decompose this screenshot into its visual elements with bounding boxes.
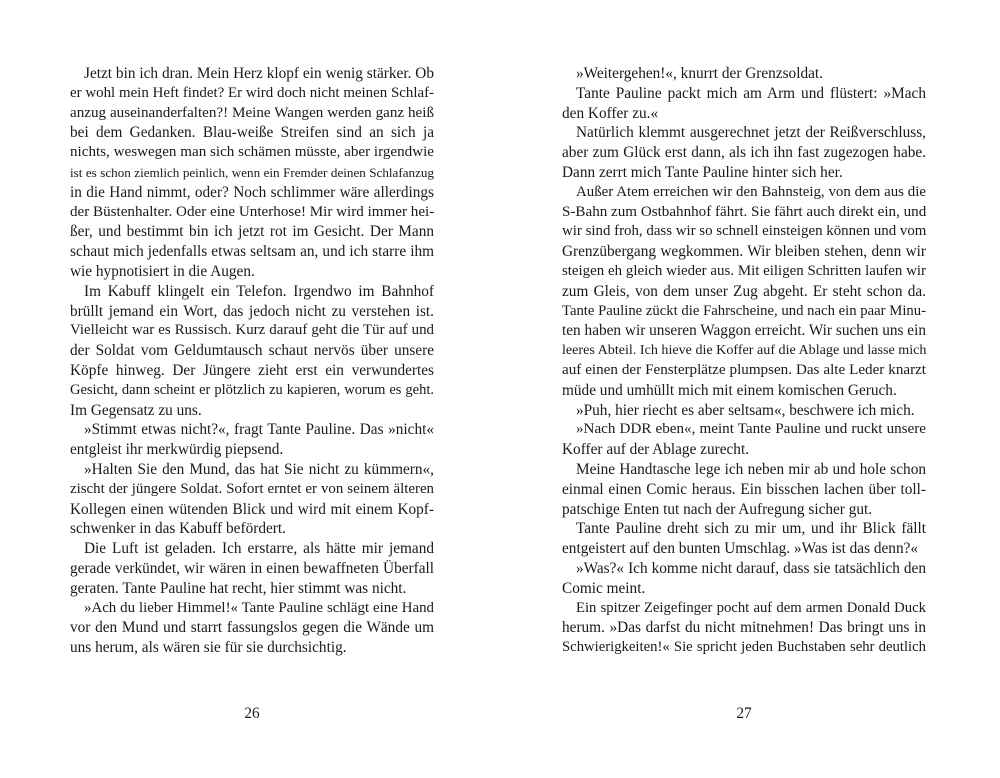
text-line: geraten. Tante Pauline hat recht, hier stimmt was nicht. bbox=[70, 579, 407, 597]
text-line: in die Hand nimmt, oder? Noch schlimmer wäre allerdings bbox=[70, 183, 434, 201]
text-line: ten haben wir unseren Waggon erreicht. Wir suchen uns ein bbox=[562, 322, 926, 340]
text-line: nichts, weswegen man sich schämen müsste, aber irgendwie bbox=[70, 144, 434, 161]
text-line: steigen eh gleich wieder aus. Mit eiligen Schritten laufen wir bbox=[562, 262, 926, 279]
text-line: entgleist ihr merkwürdig piepsend. bbox=[70, 441, 284, 459]
text-line: Im Gegensatz zu uns. bbox=[70, 401, 202, 419]
left-page-text bbox=[70, 64, 434, 658]
text-line: Meine Handtasche lege ich neben mir ab und hole schon bbox=[576, 460, 926, 478]
right-page-number: 27 bbox=[736, 705, 752, 722]
text-line: zum Gleis, von dem unser Zug abgeht. Er steht schon da. bbox=[562, 282, 926, 300]
text-line: Die Luft ist geladen. Ich erstarre, als hätte mir jemand bbox=[84, 540, 434, 558]
text-line: aber zum Glück erst dann, als ich ihn fast zugezogen habe. bbox=[562, 144, 926, 162]
text-line: der Soldat vom Geldumtausch schaut nervös über unsere bbox=[70, 342, 434, 360]
text-line: gerade verkündet, wir wären in einen bewaffneten Überfall bbox=[70, 559, 434, 577]
text-line: einmal einen Comic heraus. Ein bisschen lachen über toll- bbox=[562, 480, 926, 498]
text-line: Außer Atem erreichen wir den Bahnsteig, von dem aus die bbox=[576, 183, 926, 200]
text-line: bei dem Gedanken. Blau-weiße Streifen sind an sich ja bbox=[70, 124, 434, 142]
text-line: »Weitergehen!«, knurrt der Grenzsoldat. bbox=[576, 65, 823, 82]
text-line: leeres Abteil. Ich hieve die Koffer auf die Ablage und lasse mich bbox=[562, 342, 927, 359]
text-line: Grenzübergang wegkommen. Wir bleiben stehen, denn wir bbox=[562, 243, 926, 261]
text-line: »Ach du lieber Himmel!« Tante Pauline schlägt eine Hand bbox=[84, 599, 434, 616]
text-line: Gesicht, dann scheint er plötzlich zu kapieren, worum es geht. bbox=[70, 381, 434, 398]
text-line: anzug auseinanderfalten?! Meine Wangen werden ganz heiß bbox=[70, 104, 434, 121]
text-line: ist es schon ziemlich peinlich, wenn ein Fremder deinen Schlafanzug bbox=[70, 164, 434, 180]
text-line: Comic meint. bbox=[562, 579, 646, 597]
text-line: zischt der jüngere Soldat. Sofort erntet er von seinem älteren bbox=[70, 480, 434, 497]
text-line: uns herum, als wären sie für sie durchsichtig. bbox=[70, 639, 347, 657]
text-line: Tante Pauline dreht sich zu mir um, und ihr Blick fällt bbox=[576, 520, 926, 538]
text-line: brüllt jemand ein Wort, das jedoch nicht zu verstehen ist. bbox=[70, 302, 434, 320]
text-line: schwenker in das Kabuff befördert. bbox=[70, 520, 286, 538]
text-line: entgeistert auf den bunten Umschlag. »Was ist das denn?« bbox=[562, 540, 919, 558]
text-line: schaut mich jedenfalls etwas seltsam an, und ich starre ihm bbox=[70, 243, 434, 261]
text-line: Tante Pauline packt mich am Arm und flüstert: »Mach bbox=[576, 84, 926, 102]
text-line: Dann zerrt mich Tante Pauline hinter sich her. bbox=[562, 163, 843, 181]
text-line: patschige Enten tut nach der Aufregung sicher gut. bbox=[562, 500, 873, 518]
text-line: Vielleicht war es Russisch. Kurz darauf geht die Tür auf und bbox=[70, 322, 434, 339]
text-line: Schwierigkeiten!« Sie spricht jeden Buchstaben sehr deutlich bbox=[562, 639, 926, 656]
text-line: Ein spitzer Zeigefinger pocht auf dem armen Donald Duck bbox=[576, 599, 926, 616]
text-line: er wohl mein Heft findet? Er wird doch nicht meinen Schlaf- bbox=[70, 84, 434, 101]
text-line: der Büstenhalter. Oder eine Unterhose! Mir wird immer hei- bbox=[70, 203, 435, 220]
right-page-text bbox=[562, 64, 926, 658]
text-line: wie hypnotisiert in die Augen. bbox=[70, 262, 255, 280]
text-line: müde und umhüllt mich mit einem komischen Geruch. bbox=[562, 381, 897, 399]
text-line: den Koffer zu.« bbox=[562, 104, 659, 122]
text-line: Koffer auf der Ablage zurecht. bbox=[562, 441, 750, 459]
text-line: Im Kabuff klingelt ein Telefon. Irgendwo im Bahnhof bbox=[84, 282, 434, 300]
text-line: »Halten Sie den Mund, das hat Sie nicht zu kümmern«, bbox=[84, 460, 434, 478]
text-line: vor den Mund und starrt fassungslos gegen die Wände um bbox=[70, 619, 434, 637]
text-line: Jetzt bin ich dran. Mein Herz klopf ein wenig stärker. Ob bbox=[84, 65, 434, 82]
text-line: Kollegen einen wütenden Blick und wird mit einem Kopf- bbox=[70, 500, 434, 518]
text-line: S-Bahn zum Ostbahnhof fährt. Sie fährt auch direkt ein, und bbox=[562, 203, 927, 220]
text-line: »Puh, hier riecht es aber seltsam«, beschwere ich mich. bbox=[576, 401, 915, 419]
text-line: herum. »Das darfst du nicht mitnehmen! Das bringt uns in bbox=[562, 619, 926, 637]
text-line: »Nach DDR eben«, meint Tante Pauline und ruckt unsere bbox=[576, 421, 926, 438]
text-line: »Stimmt etwas nicht?«, fragt Tante Pauline. Das »nicht« bbox=[84, 421, 434, 439]
text-line: Natürlich klemmt ausgerechnet jetzt der Reißverschluss, bbox=[576, 124, 926, 142]
text-line: ßer, und bestimmt bin ich jetzt rot im Gesicht. Der Mann bbox=[70, 223, 434, 241]
left-page-number: 26 bbox=[244, 705, 260, 722]
text-line: »Was?« Ich komme nicht darauf, dass sie tatsächlich den bbox=[576, 559, 926, 577]
text-line: Tante Pauline zückt die Fahrscheine, und nach ein paar Minu- bbox=[562, 302, 926, 319]
text-line: auf einen der Fensterplätze plumpsen. Das alte Leder knarzt bbox=[562, 361, 926, 378]
text-line: Köpfe hinweg. Der Jüngere zieht erst ein verwundertes bbox=[70, 361, 434, 379]
text-line: wir sind froh, dass wir so schnell einsteigen können und vom bbox=[562, 223, 927, 240]
